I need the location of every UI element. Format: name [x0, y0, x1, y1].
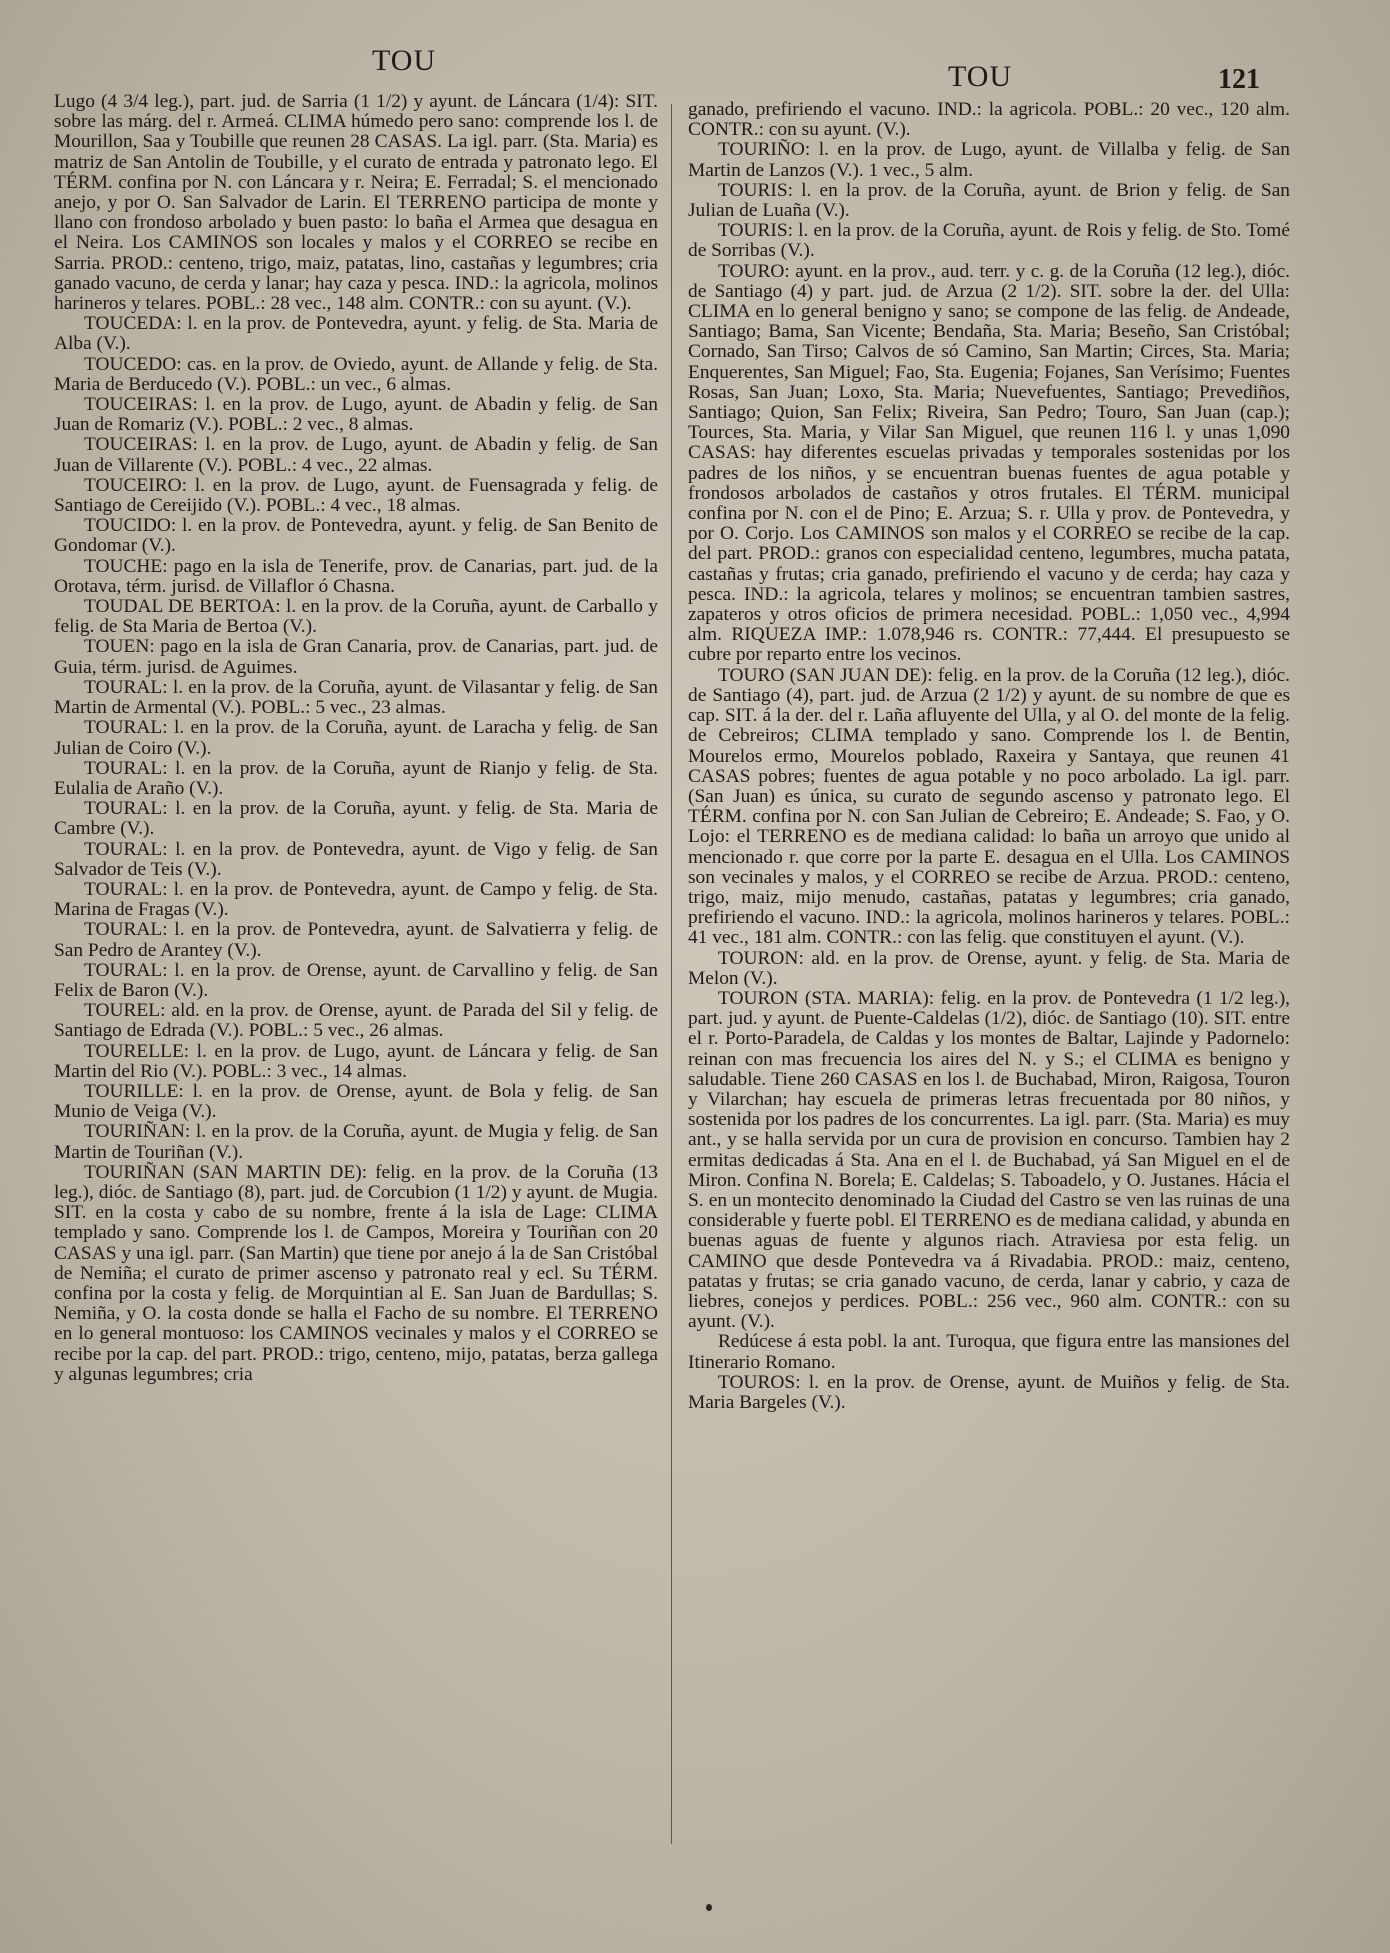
- entry-touron-sta-maria: TOURON (STA. MARIA): felig. en la prov. de Pontevedra (1 1/2 leg.), part. jud. y ayunt. de Puente-Caldelas (1/2), dióc. de Santiago (10). SIT. entre el r. Porto-Paradela, de Caldas y los montes de Baltar, Lajinde y Padornelo: reinan con mas frecuencia los aires del N. y S.; el CLIMA es benigno y saludable. Tiene 260 CASAS en los l. de Buchabad, Miron, Raigosa, Touron y Vilarchan; hay escuela de primeras letras frecuentada por 80 niños, y sostenida por los padres de los concurrentes. La igl. parr. (Sta. Maria) es muy ant., y se halla servida por un cura de provision en concurso. Tambien hay 2 ermitas dedicadas á Sta. Ana en el l. de Buchabad, yá San Miguel en el de Miron. Confina N. Borela; E. Caldelas; S. Taboadelo, y O. Justanes. Hácia el S. en un montecito denominado la Ciudad del Castro se ven las ruinas de una considerable y fuerte pobl. El TERRENO es de mediana calidad, y abunda en buenas aguas de fuente y algunos riach. Atraviesa por esta felig. un CAMINO que desde Pontevedra va á Rivadabia. PROD.: maiz, centeno, patatas y frutas; se cria ganado vacuno, de cerda, lanar y cabrio, y caza de liebres, conejos y perdices. POBL.: 256 vec., 960 alm. CONTR.: con su ayunt. (V.).: [688, 987, 1290, 1333]
- entry-touros: TOUROS: l. en la prov. de Orense, ayunt. de Muiños y felig. de Sta. Maria Bargeles (V.).: [688, 1371, 1290, 1413]
- entry-toucedo: TOUCEDO: cas. en la prov. de Oviedo, ayunt. de Allande y felig. de Sta. Maria de Berducedo (V.). POBL.: un vec., 6 almas.: [54, 353, 658, 395]
- entry-toural-5: TOURAL: l. en la prov. de Pontevedra, ayunt. de Vigo y felig. de San Salvador de Teis (V.).: [54, 838, 658, 880]
- entry-continued: ganado, prefiriendo el vacuno. IND.: la agricola. POBL.: 20 vec., 120 alm. CONTR.: con su ayunt. (V.).: [688, 99, 1290, 141]
- left-column: [54, 92, 658, 1385]
- entry-touro: TOURO: ayunt. en la prov., aud. terr. y c. g. de la Coruña (12 leg.), dióc. de Santiago (4) y part. jud. de Arzua (2 1/2). SIT. sobre la der. del Ulla: CLIMA en lo general benigno y sano; se compone de las felig. de Andeade, Santiago; Bama, San Vicente; Bendaña, Sta. Maria; Beseño, San Cristóbal; Cornado, San Tirso; Calvos de só Camino, San Martin; Circes, Sta. Maria; Enquerentes, San Miguel; Fao, Sta. Eugenia; Fojanes, San Verísimo; Fuentes Rosas, San Juan; Loxo, Sta. Maria; Nuevefuentes, Santiago; Prevediños, Santiago; Quion, San Felix; Riveira, San Pedro; Touro, San Juan (cap.); Tources, Sta. Maria, y Vilar San Miguel, que reunen 116 l. y unas 1,090 CASAS: hay diferentes escuelas privadas y temporales sostenidas por los padres de los niños, y se encuentran buenas fuentes de agua potable y frondosos arbolados de castaños y otros frutales. El TÉRM. municipal confina por N. con el de Pino; E. Arzua; S. r. Ulla y prov. de Pontevedra, y por O. Corjo. Los CAMINOS son malos y el CORREO se recibe de la cap. del part. PROD.: granos con especialidad centeno, legumbres, mucha patata, castañas y frutas; cria ganado, prefiriendo el vacuno y de cerda; hay caza y pesca. IND.: la agricola, telares y molinos; se encuentran tambien sastres, zapateros y otros oficios de primera necesidad. POBL.: 1,050 vec., 4,994 alm. RIQUEZA IMP.: 1.078,946 rs. CONTR.: 77,444. El presupuesto se cubre por reparto entre los vecinos.: [688, 260, 1290, 666]
- entry-touche: TOUCHE: pago en la isla de Tenerife, prov. de Canarias, part. jud. de la Orotava, térm. jurisd. de Villaflor ó Chasna.: [54, 555, 658, 597]
- entry-tourel: TOUREL: ald. en la prov. de Orense, ayunt. de Parada del Sil y felig. de Santiago de Edrada (V.). POBL.: 5 vec., 26 almas.: [54, 1000, 658, 1042]
- entry-touceiras-1: TOUCEIRAS: l. en la prov. de Lugo, ayunt. de Abadin y felig. de San Juan de Romariz (V.). POBL.: 2 vec., 8 almas.: [54, 394, 658, 436]
- entry-tourille: TOURILLE: l. en la prov. de Orense, ayunt. de Bola y felig. de San Munio de Veiga (V.).: [54, 1080, 658, 1123]
- column-divider: [671, 104, 672, 1844]
- entry-touris-1: TOURIS: l. en la prov. de la Coruña, ayunt. de Brion y felig. de San Julian de Luaña (V.).: [688, 179, 1290, 222]
- entry-touceiras-2: TOUCEIRAS: l. en la prov. de Lugo, ayunt. de Abadin y felig. de San Juan de Villarente (V.). POBL.: 4 vec., 22 almas.: [54, 434, 658, 476]
- entry-toural-4: TOURAL: l. en la prov. de la Coruña, ayunt. y felig. de Sta. Maria de Cambre (V.).: [54, 798, 658, 840]
- ink-speck: [706, 1904, 712, 1911]
- entry-continued: Lugo (4 3/4 leg.), part. jud. de Sarria (1 1/2) y ayunt. de Láncara (1/4): SIT. sobre las márg. del r. Armeá. CLIMA húmedo pero sano: comprende los l. de Mourillon, Saa y Toubille que reunen 28 CASAS. La igl. parr. (Sta. Maria) es matriz de San Antolin de Toubille, y el curato de entrada y patronato lego. El TÉRM. confina por N. con Láncara y r. Neira; E. Ferradal; S. el mencionado anejo, y por O. San Salvador de Larin. El TERRENO participa de monte y llano con frondoso arbolado y buen pasto: lo baña el Armea que desagua en el Neira. Los CAMINOS son locales y malos y el CORREO se recibe en Sarria. PROD.: centeno, trigo, maiz, patatas, lino, castañas y legumbres; cria ganado vacuno, de cerda y lanar; hay caza y pesca. IND.: la agricola, molinos harineros y telares. POBL.: 28 vec., 148 alm. CONTR.: con su ayunt. (V.).: [54, 91, 658, 315]
- entry-touceiro: TOUCEIRO: l. en la prov. de Lugo, ayunt. de Fuensagrada y felig. de Santiago de Cereijido (V.). POBL.: 4 vec., 18 almas.: [54, 474, 658, 517]
- entry-toudal-de-bertoa: TOUDAL DE BERTOA: l. en la prov. de la Coruña, ayunt. de Carballo y felig. de Sta Maria de Bertoa (V.).: [54, 596, 658, 638]
- running-head-left: TOU: [372, 44, 437, 77]
- entry-touron: TOURON: ald. en la prov. de Orense, ayunt. y felig. de Sta. Maria de Melon (V.).: [688, 947, 1290, 989]
- entry-toural-8: TOURAL: l. en la prov. de Orense, ayunt. de Carvallino y felig. de San Felix de Baron (V.).: [54, 959, 658, 1001]
- entry-turoqua-note: Redúcese á esta pobl. la ant. Turoqua, que figura entre las mansiones del Itinerario Romano.: [688, 1331, 1290, 1373]
- entry-toural-6: TOURAL: l. en la prov. de Pontevedra, ayunt. de Campo y felig. de Sta. Marina de Fragas (V.).: [54, 878, 658, 921]
- entry-tourelle: TOURELLE: l. en la prov. de Lugo, ayunt. de Láncara y felig. de San Martin del Rio (V.). POBL.: 3 vec., 14 almas.: [54, 1040, 658, 1082]
- entry-touen: TOUEN: pago en la isla de Gran Canaria, prov. de Canarias, part. jud. de Guia, térm. jurisd. de Aguimes.: [54, 636, 658, 678]
- entry-toural-3: TOURAL: l. en la prov. de la Coruña, ayunt de Rianjo y felig. de Sta. Eulalia de Araño (V.).: [54, 757, 658, 799]
- entry-tourinan-san-martin: TOURIÑAN (SAN MARTIN DE): felig. en la prov. de la Coruña (13 leg.), dióc. de Santiago (8), part. jud. de Corcubion (1 1/2) y ayunt. de Mugia. SIT. en la costa y cabo de su nombre, frente á la isla de Lage: CLIMA templado y sano. Comprende los l. de Campos, Moreira y Touriñan con 20 CASAS y una igl. parr. (San Martin) que tiene por anejo á la de San Cristóbal de Nemiña; el curato de primer ascenso y patronato real y ecl. Su TÉRM. confina por la costa y felig. de Morquintian al E. San Juan de Bardullas; S. Nemiña, y O. la costa donde se halla el Facho de su nombre. El TERRENO en lo general montuoso: los CAMINOS vecinales y malos y el CORREO se recibe por la cap. del part. PROD.: trigo, centeno, mijo, patatas, berza gallega y algunas legumbres; cria: [54, 1161, 658, 1385]
- entry-toucido: TOUCIDO: l. en la prov. de Pontevedra, ayunt. y felig. de San Benito de Gondomar (V.).: [54, 515, 658, 557]
- entry-toural-1: TOURAL: l. en la prov. de la Coruña, ayunt. de Vilasantar y felig. de San Martin de Armental (V.). POBL.: 5 vec., 23 almas.: [54, 676, 658, 719]
- entry-tourino: TOURIÑO: l. en la prov. de Lugo, ayunt. de Villalba y felig. de San Martin de Lanzos (V.). 1 vec., 5 alm.: [688, 139, 1290, 181]
- entry-touro-san-juan: TOURO (SAN JUAN DE): felig. en la prov. de la Coruña (12 leg.), dióc. de Santiago (4), part. jud. de Arzua (2 1/2) y ayunt. de su nombre de que es cap. SIT. á la der. del r. Laña afluyente del Ulla, y al O. del monte de la felig. de Cebreiros; CLIMA templado y sano. Comprende los l. de Bentin, Mourelos ermo, Mourelos poblado, Raxeira y Santaya, que reunen 41 CASAS pobres; fuentes de agua potable y no poco arbolado. La igl. parr. (San Juan) es única, su curato de segundo ascenso y patronato lego. El TÉRM. confina por N. con San Julian de Cebreiro; E. Andeade; S. Fao, y O. Lojo: el TERRENO es de mediana calidad: lo baña un arroyo que unido al mencionado r. que corre por la parte E. desagua en el Ulla. Los CAMINOS son vecinales y malos, y el CORREO se recibe de Arzua. PROD.: centeno, trigo, maiz, mijo menudo, castañas, patatas y legumbres; cria ganado, prefiriendo el vacuno. IND.: la agricola, molinos harineros y telares. POBL.: 41 vec., 181 alm. CONTR.: con las felig. que constituyen el ayunt. (V.).: [688, 664, 1290, 949]
- entry-tourinan: TOURIÑAN: l. en la prov. de la Coruña, ayunt. de Mugia y felig. de San Martin de Touriñan (V.).: [54, 1121, 658, 1163]
- entry-touceda: TOUCEDA: l. en la prov. de Pontevedra, ayunt. y felig. de Sta. Maria de Alba (V.).: [54, 313, 658, 355]
- running-head-right: TOU: [948, 60, 1013, 93]
- page-number: 121: [1218, 64, 1260, 95]
- entry-toural-2: TOURAL: l. en la prov. de la Coruña, ayunt. de Laracha y felig. de San Julian de Coiro (V.).: [54, 717, 658, 759]
- right-column: [688, 100, 1290, 1413]
- entry-toural-7: TOURAL: l. en la prov. de Pontevedra, ayunt. de Salvatierra y felig. de San Pedro de Arantey (V.).: [54, 919, 658, 961]
- entry-touris-2: TOURIS: l. en la prov. de la Coruña, ayunt. de Rois y felig. de Sto. Tomé de Sorribas (V.).: [688, 220, 1290, 262]
